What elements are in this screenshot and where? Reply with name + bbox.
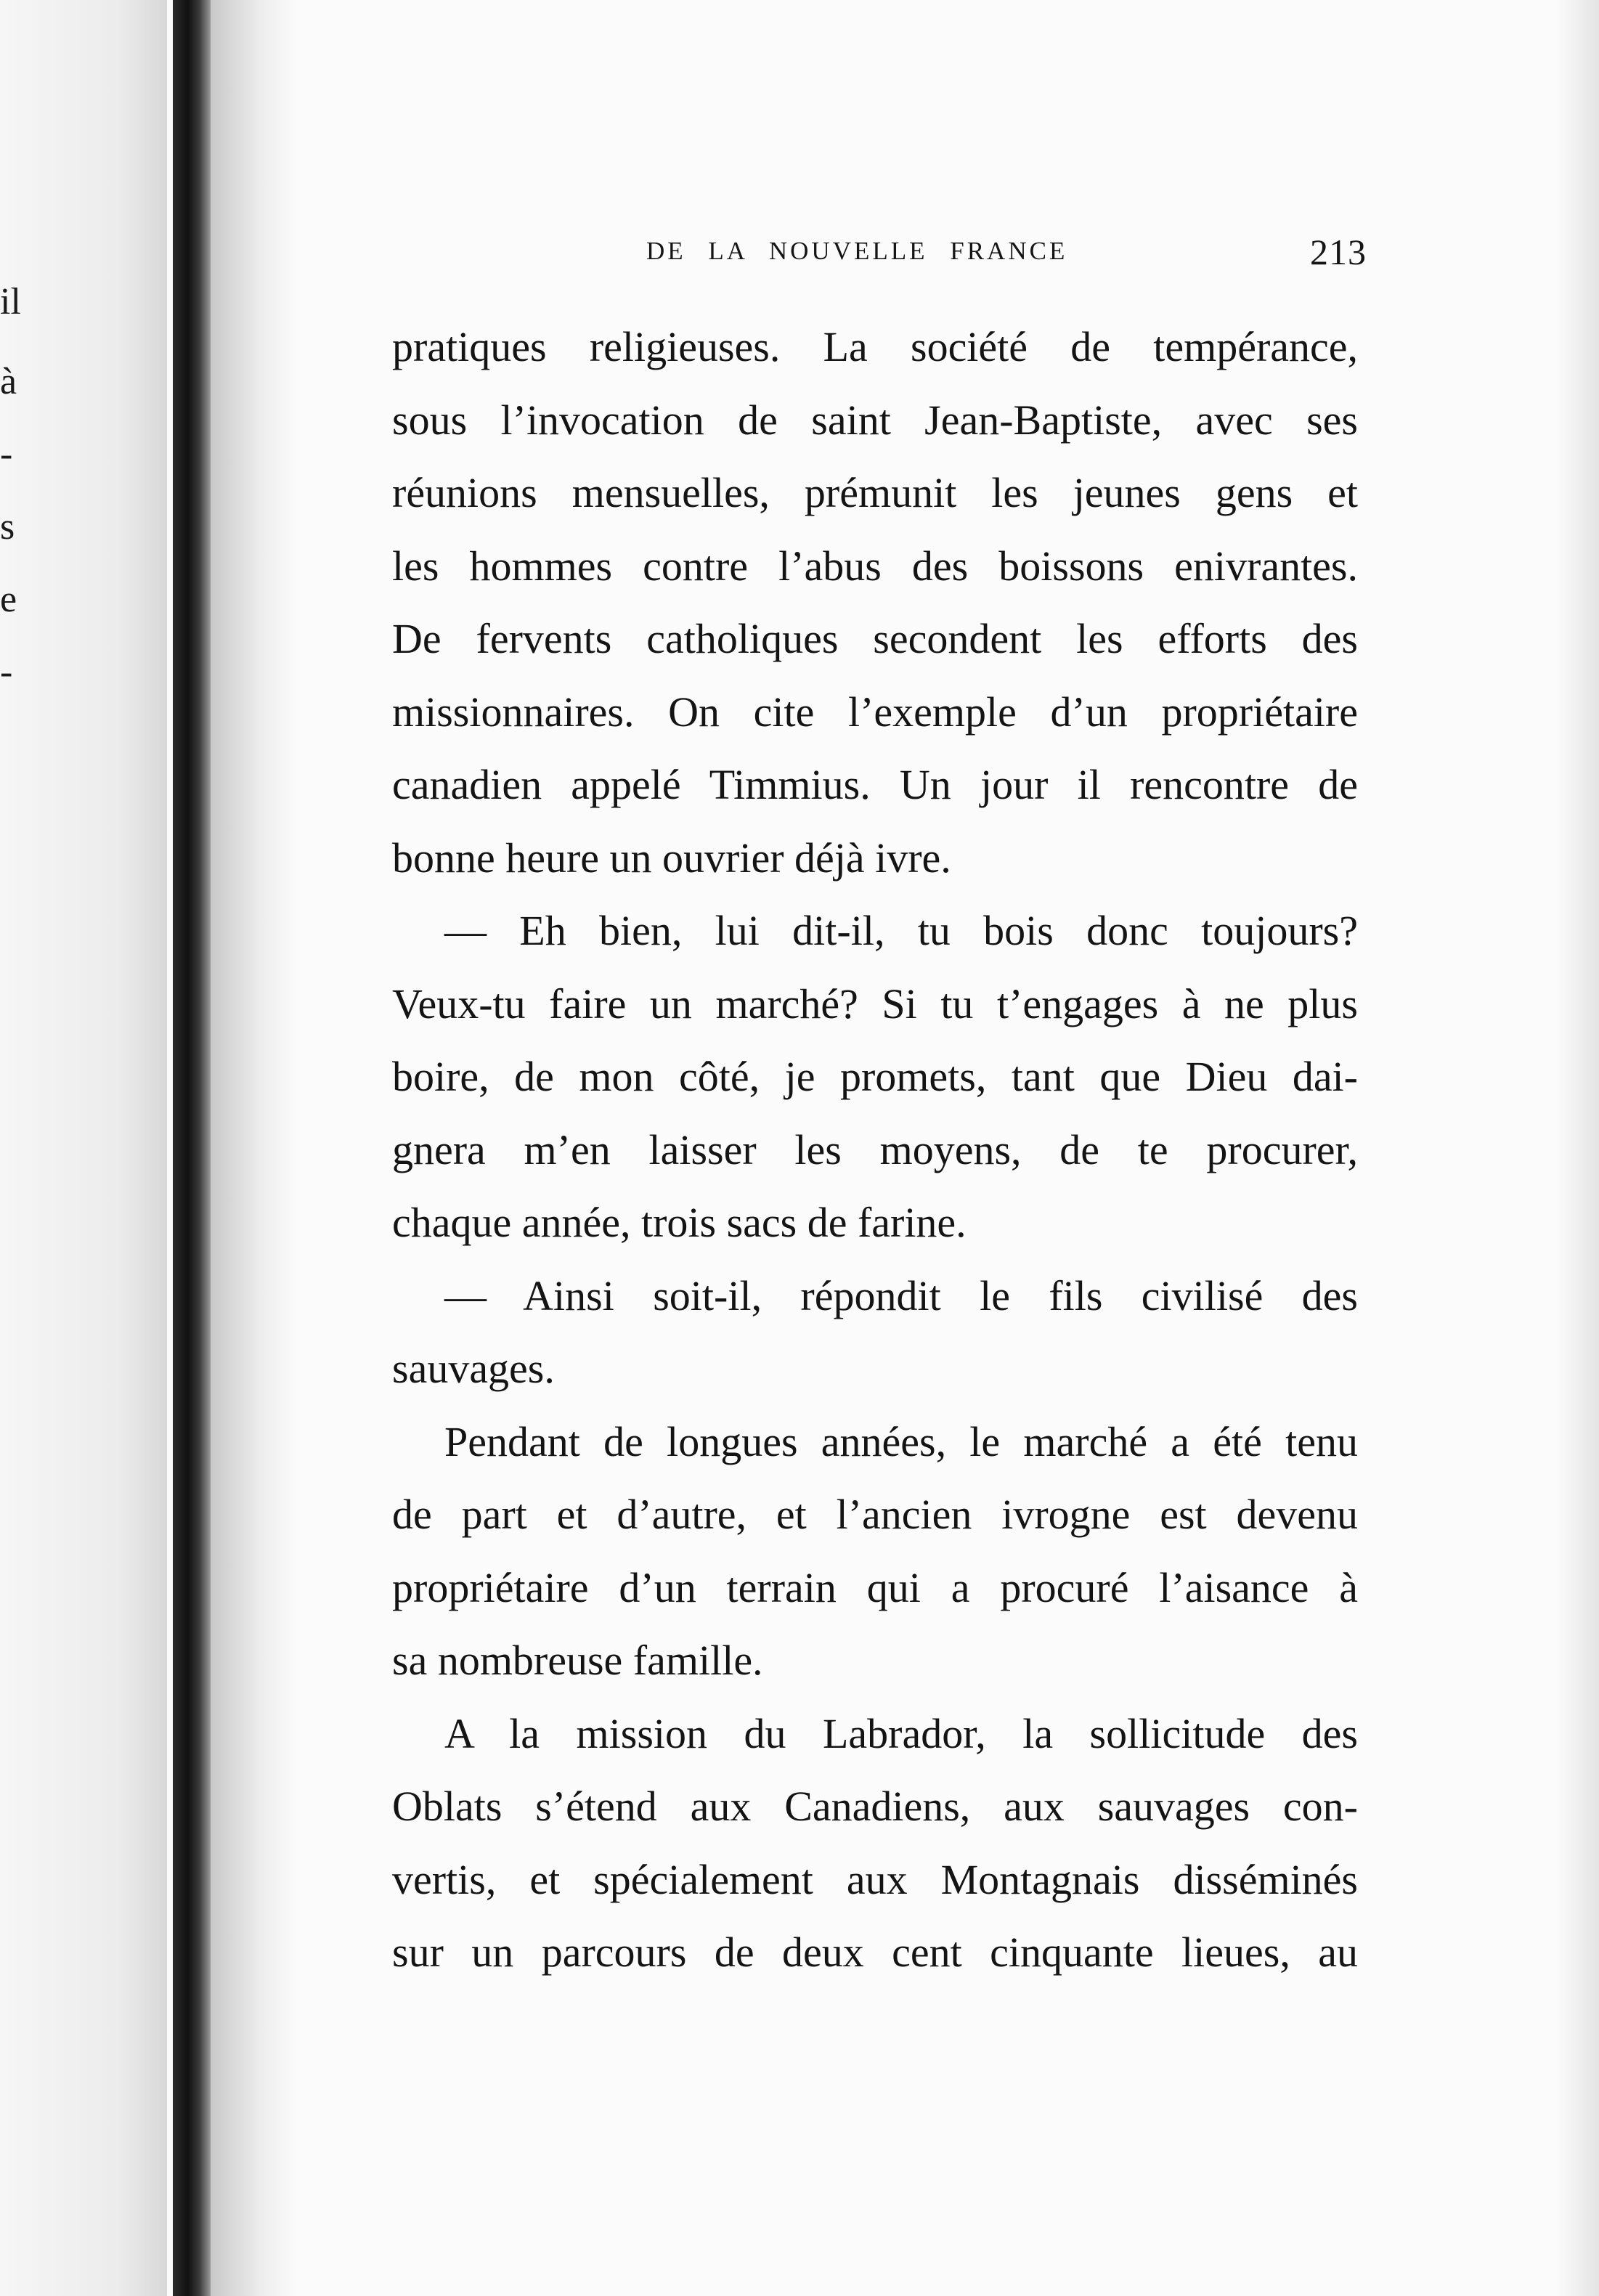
paragraph: [392, 1260, 1358, 1406]
previous-page-text-fragment: -: [0, 651, 13, 693]
previous-page-text-fragment: il: [0, 281, 21, 322]
text-line: sauvages.: [392, 1345, 555, 1392]
text-line: — Eh bien, lui dit-il, tu bois donc toujours?: [444, 907, 1358, 954]
previous-page-text-fragment: -: [0, 433, 13, 475]
body-text: [392, 311, 1358, 1990]
paragraph: [392, 311, 1358, 895]
text-line: les hommes contre l’abus des boissons enivrantes.: [392, 542, 1358, 590]
text-line: bonne heure un ouvrier déjà ivre.: [392, 834, 951, 882]
text-line: canadien appelé Timmius. Un jour il rencontre de: [392, 761, 1358, 808]
previous-page-text-fragment: s: [0, 506, 15, 547]
text-line: gnera m’en laisser les moyens, de te procurer,: [392, 1125, 1358, 1173]
paragraph: [392, 1406, 1358, 1698]
text-line: pratiques religieuses. La société de tempérance,: [392, 323, 1358, 370]
text-line: A la mission du Labrador, la sollicitude des: [444, 1709, 1358, 1757]
text-line: propriétaire d’un terrain qui a procuré l’aisance à: [392, 1563, 1358, 1611]
previous-page-text-fragment: e: [0, 579, 17, 620]
paragraph: [392, 895, 1358, 1260]
binding-gutter-fade: [211, 0, 298, 2296]
text-line: chaque année, trois sacs de farine.: [392, 1199, 967, 1246]
text-line: sur un parcours de deux cent cinquante lieues, au: [392, 1929, 1358, 1976]
previous-page-edge: [0, 0, 167, 2296]
text-line: de part et d’autre, et l’ancien ivrogne est devenu: [392, 1491, 1358, 1538]
text-line: De fervents catholiques secondent les efforts des: [392, 615, 1358, 662]
text-line: boire, de mon côté, je promets, tant que Dieu dai-: [392, 1053, 1358, 1100]
text-line: sa nombreuse famille.: [392, 1637, 763, 1684]
text-line: missionnaires. On cite l’exemple d’un propriétaire: [392, 688, 1358, 736]
text-line: — Ainsi soit-il, répondit le fils civilisé des: [444, 1271, 1358, 1319]
text-line: sous l’invocation de saint Jean-Baptiste, avec ses: [392, 396, 1358, 444]
text-line: réunions mensuelles, prémunit les jeunes gens et: [392, 469, 1358, 516]
text-line: Pendant de longues années, le marché a été tenu: [444, 1417, 1358, 1465]
page-right-edge-shading: [1555, 0, 1599, 2296]
text-line: vertis, et spécialement aux Montagnais disséminés: [392, 1855, 1358, 1903]
running-head: [392, 231, 1367, 274]
previous-page-text-fragment: à: [0, 361, 17, 402]
page-number: 213: [1310, 232, 1367, 272]
paragraph: [392, 1698, 1358, 1990]
running-head-title: DE LA NOUVELLE FRANCE: [646, 237, 1068, 265]
text-line: Veux-tu faire un marché? Si tu t’engages à ne plus: [392, 980, 1358, 1027]
text-line: Oblats s’étend aux Canadiens, aux sauvages con-: [392, 1783, 1358, 1830]
binding-gutter-shadow: [173, 0, 211, 2296]
